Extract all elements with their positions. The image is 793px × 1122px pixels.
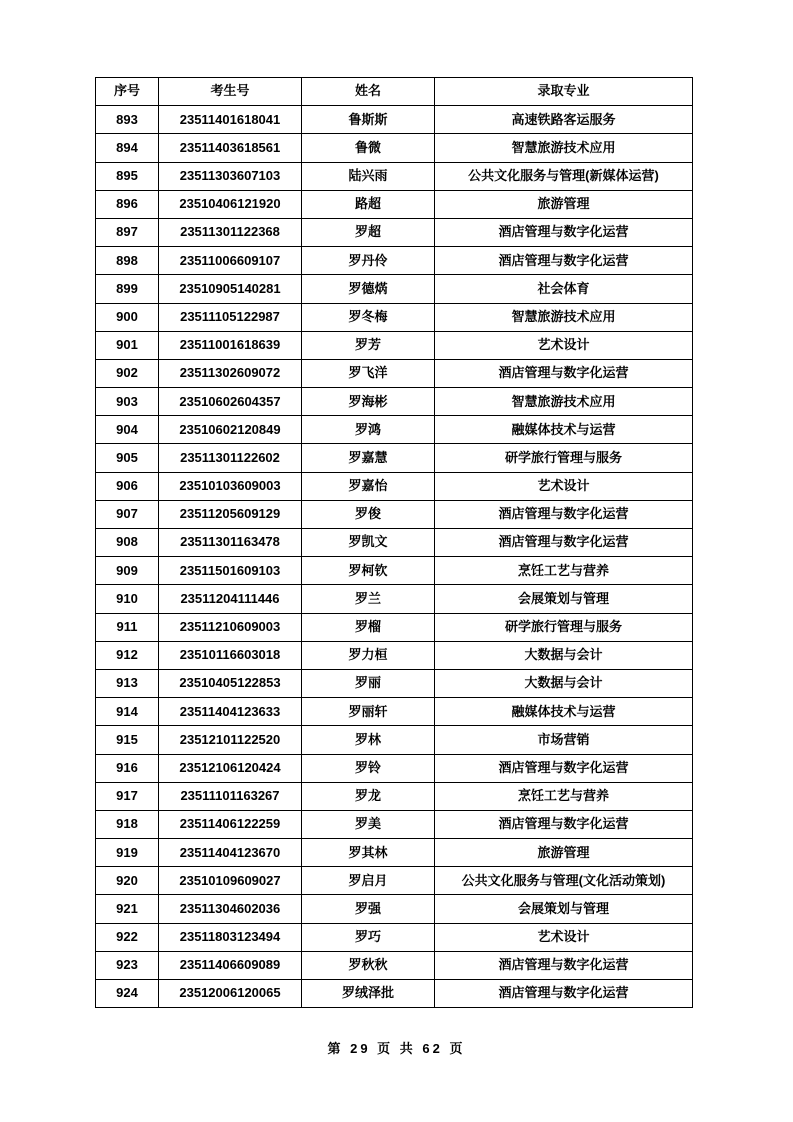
cell-no: 914 — [96, 698, 159, 726]
cell-major: 酒店管理与数字化运营 — [435, 359, 693, 387]
cell-name: 罗龙 — [302, 782, 435, 810]
cell-no: 924 — [96, 980, 159, 1008]
cell-major: 酒店管理与数字化运营 — [435, 247, 693, 275]
table-row — [96, 895, 693, 923]
cell-major: 酒店管理与数字化运营 — [435, 754, 693, 782]
cell-name: 罗力桓 — [302, 641, 435, 669]
cell-no: 894 — [96, 134, 159, 162]
table-row — [96, 162, 693, 190]
cell-major: 大数据与会计 — [435, 641, 693, 669]
table-row — [96, 782, 693, 810]
cell-no: 916 — [96, 754, 159, 782]
cell-candidate-id: 23511304602036 — [159, 895, 302, 923]
cell-candidate-id: 23510905140281 — [159, 275, 302, 303]
cell-no: 919 — [96, 839, 159, 867]
cell-no: 912 — [96, 641, 159, 669]
cell-major: 艺术设计 — [435, 331, 693, 359]
cell-major: 公共文化服务与管理(新媒体运营) — [435, 162, 693, 190]
table-row — [96, 613, 693, 641]
table-row — [96, 190, 693, 218]
cell-candidate-id: 23511401618041 — [159, 106, 302, 134]
cell-major: 高速铁路客运服务 — [435, 106, 693, 134]
cell-name: 罗冬梅 — [302, 303, 435, 331]
cell-name: 罗榴 — [302, 613, 435, 641]
table-row — [96, 303, 693, 331]
cell-candidate-id: 23510405122853 — [159, 669, 302, 697]
table-row — [96, 585, 693, 613]
cell-candidate-id: 23512106120424 — [159, 754, 302, 782]
cell-no: 922 — [96, 923, 159, 951]
table-row — [96, 810, 693, 838]
cell-no: 898 — [96, 247, 159, 275]
table-row — [96, 529, 693, 557]
cell-no: 902 — [96, 359, 159, 387]
cell-candidate-id: 23511404123633 — [159, 698, 302, 726]
cell-no: 900 — [96, 303, 159, 331]
cell-name: 罗俊 — [302, 500, 435, 528]
cell-name: 鲁斯斯 — [302, 106, 435, 134]
table-row — [96, 557, 693, 585]
cell-no: 920 — [96, 867, 159, 895]
table-row — [96, 500, 693, 528]
column-header-name: 姓名 — [302, 78, 435, 106]
admission-list-table — [95, 77, 693, 1008]
cell-no: 903 — [96, 388, 159, 416]
cell-major: 智慧旅游技术应用 — [435, 303, 693, 331]
cell-major: 酒店管理与数字化运营 — [435, 218, 693, 246]
cell-major: 融媒体技术与运营 — [435, 416, 693, 444]
cell-candidate-id: 23511803123494 — [159, 923, 302, 951]
cell-name: 罗海彬 — [302, 388, 435, 416]
cell-name: 罗美 — [302, 810, 435, 838]
table-header-row — [96, 78, 693, 106]
cell-major: 会展策划与管理 — [435, 585, 693, 613]
cell-no: 913 — [96, 669, 159, 697]
cell-no: 896 — [96, 190, 159, 218]
cell-candidate-id: 23511204111446 — [159, 585, 302, 613]
cell-major: 公共文化服务与管理(文化活动策划) — [435, 867, 693, 895]
cell-no: 904 — [96, 416, 159, 444]
table-row — [96, 839, 693, 867]
table-row — [96, 951, 693, 979]
column-header-major: 录取专业 — [435, 78, 693, 106]
cell-no: 908 — [96, 529, 159, 557]
cell-name: 路超 — [302, 190, 435, 218]
cell-name: 罗丽轩 — [302, 698, 435, 726]
cell-name: 罗凯文 — [302, 529, 435, 557]
table-row — [96, 980, 693, 1008]
cell-candidate-id: 23510602120849 — [159, 416, 302, 444]
cell-candidate-id: 23511205609129 — [159, 500, 302, 528]
cell-major: 研学旅行管理与服务 — [435, 444, 693, 472]
table-row — [96, 641, 693, 669]
cell-major: 艺术设计 — [435, 472, 693, 500]
cell-major: 酒店管理与数字化运营 — [435, 810, 693, 838]
cell-major: 酒店管理与数字化运营 — [435, 951, 693, 979]
table-row — [96, 867, 693, 895]
cell-name: 罗丽 — [302, 669, 435, 697]
cell-major: 市场营销 — [435, 726, 693, 754]
cell-candidate-id: 23510109609027 — [159, 867, 302, 895]
cell-name: 罗芳 — [302, 331, 435, 359]
cell-name: 罗铃 — [302, 754, 435, 782]
page-number-footer: 第 29 页 共 62 页 — [327, 1041, 466, 1056]
cell-candidate-id: 23511301122368 — [159, 218, 302, 246]
table-body — [96, 106, 693, 1008]
cell-no: 923 — [96, 951, 159, 979]
table-row — [96, 416, 693, 444]
cell-name: 罗柯钦 — [302, 557, 435, 585]
cell-no: 897 — [96, 218, 159, 246]
cell-no: 921 — [96, 895, 159, 923]
cell-name: 罗林 — [302, 726, 435, 754]
cell-candidate-id: 23511105122987 — [159, 303, 302, 331]
cell-candidate-id: 23511403618561 — [159, 134, 302, 162]
cell-candidate-id: 23511406609089 — [159, 951, 302, 979]
cell-name: 罗强 — [302, 895, 435, 923]
cell-candidate-id: 23511101163267 — [159, 782, 302, 810]
cell-no: 910 — [96, 585, 159, 613]
cell-candidate-id: 23511404123670 — [159, 839, 302, 867]
cell-major: 酒店管理与数字化运营 — [435, 529, 693, 557]
column-header-no: 序号 — [96, 78, 159, 106]
cell-candidate-id: 23511406122259 — [159, 810, 302, 838]
cell-no: 918 — [96, 810, 159, 838]
cell-major: 烹饪工艺与营养 — [435, 557, 693, 585]
cell-no: 895 — [96, 162, 159, 190]
table-row — [96, 669, 693, 697]
cell-major: 融媒体技术与运营 — [435, 698, 693, 726]
cell-candidate-id: 23511001618639 — [159, 331, 302, 359]
table-row — [96, 247, 693, 275]
cell-candidate-id: 23511210609003 — [159, 613, 302, 641]
table-row — [96, 923, 693, 951]
cell-candidate-id: 23510602604357 — [159, 388, 302, 416]
table-row — [96, 726, 693, 754]
cell-candidate-id: 23512006120065 — [159, 980, 302, 1008]
cell-name: 罗巧 — [302, 923, 435, 951]
cell-candidate-id: 23511302609072 — [159, 359, 302, 387]
cell-major: 酒店管理与数字化运营 — [435, 500, 693, 528]
cell-no: 917 — [96, 782, 159, 810]
table-row — [96, 359, 693, 387]
cell-candidate-id: 23511501609103 — [159, 557, 302, 585]
table-row — [96, 275, 693, 303]
cell-candidate-id: 23511301163478 — [159, 529, 302, 557]
table-row — [96, 698, 693, 726]
table-row — [96, 388, 693, 416]
cell-candidate-id: 23510406121920 — [159, 190, 302, 218]
table-row — [96, 754, 693, 782]
cell-candidate-id: 23512101122520 — [159, 726, 302, 754]
cell-major: 旅游管理 — [435, 190, 693, 218]
cell-name: 罗其林 — [302, 839, 435, 867]
cell-no: 893 — [96, 106, 159, 134]
cell-no: 905 — [96, 444, 159, 472]
cell-no: 911 — [96, 613, 159, 641]
cell-candidate-id: 23511301122602 — [159, 444, 302, 472]
cell-major: 烹饪工艺与营养 — [435, 782, 693, 810]
cell-major: 社会体育 — [435, 275, 693, 303]
cell-name: 鲁微 — [302, 134, 435, 162]
cell-major: 酒店管理与数字化运营 — [435, 980, 693, 1008]
table-row — [96, 134, 693, 162]
cell-candidate-id: 23510116603018 — [159, 641, 302, 669]
cell-name: 罗兰 — [302, 585, 435, 613]
cell-candidate-id: 23511006609107 — [159, 247, 302, 275]
cell-no: 901 — [96, 331, 159, 359]
table-row — [96, 106, 693, 134]
cell-name: 罗丹伶 — [302, 247, 435, 275]
cell-no: 909 — [96, 557, 159, 585]
table-row — [96, 472, 693, 500]
cell-major: 智慧旅游技术应用 — [435, 388, 693, 416]
cell-name: 罗飞洋 — [302, 359, 435, 387]
cell-name: 陆兴雨 — [302, 162, 435, 190]
cell-candidate-id: 23510103609003 — [159, 472, 302, 500]
cell-no: 915 — [96, 726, 159, 754]
cell-name: 罗超 — [302, 218, 435, 246]
cell-major: 会展策划与管理 — [435, 895, 693, 923]
cell-no: 907 — [96, 500, 159, 528]
cell-no: 906 — [96, 472, 159, 500]
cell-name: 罗嘉怡 — [302, 472, 435, 500]
cell-name: 罗鸿 — [302, 416, 435, 444]
cell-name: 罗秋秋 — [302, 951, 435, 979]
column-header-candidate-id: 考生号 — [159, 78, 302, 106]
cell-name: 罗绒泽批 — [302, 980, 435, 1008]
cell-major: 艺术设计 — [435, 923, 693, 951]
cell-name: 罗嘉慧 — [302, 444, 435, 472]
table-row — [96, 444, 693, 472]
cell-major: 研学旅行管理与服务 — [435, 613, 693, 641]
cell-no: 899 — [96, 275, 159, 303]
cell-major: 大数据与会计 — [435, 669, 693, 697]
cell-candidate-id: 23511303607103 — [159, 162, 302, 190]
table-row — [96, 218, 693, 246]
cell-major: 智慧旅游技术应用 — [435, 134, 693, 162]
cell-major: 旅游管理 — [435, 839, 693, 867]
table-row — [96, 331, 693, 359]
cell-name: 罗德焫 — [302, 275, 435, 303]
cell-name: 罗启月 — [302, 867, 435, 895]
